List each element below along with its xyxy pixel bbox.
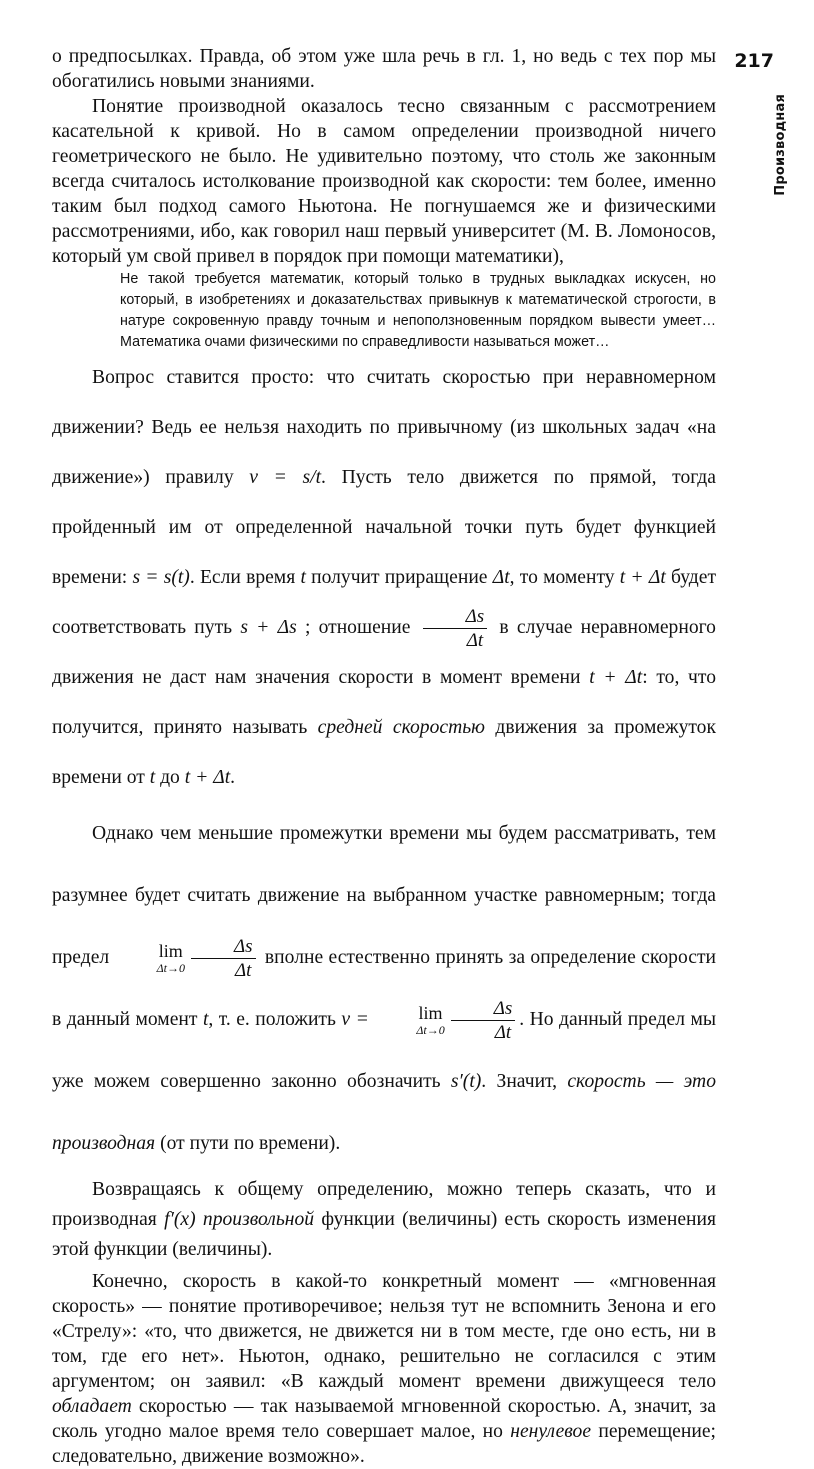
- formula-t-plus-delta-t: t + Δt: [184, 767, 231, 788]
- paragraph-5: Возвращаясь к общему определению, можно теперь сказать, что и производная f′(x) произвольной функции (величины) есть скорость изменения этой функции (величины).: [52, 1179, 717, 1260]
- term-possesses: обладает: [52, 1396, 132, 1417]
- term-arbitrary: произвольной: [202, 1209, 315, 1230]
- limit-expression: lim Δt→0 $\frac{\Delta s}{\Delta t}$: [374, 999, 519, 1043]
- term-nonzero: ненулевое: [510, 1421, 592, 1442]
- symbol-delta-t: Δt: [492, 567, 510, 588]
- running-head: Производная: [773, 94, 788, 196]
- paragraph-4: Однако чем меньшие промежутки времени мы будем рассматривать, тем разумнее будет считать движение на выбранном участке равномерным; тогда предел lim Δt→0 $\frac{\Delta s}{\Delta t}$ вполне естественно принять за определение скорости в данный момент t, т. е. положить v = lim Δt→0 $\frac{\Delta s}{\Delta t}$ . Но данный предел мы уже можем совершенно законно обозначить s′(t). Значит, скорость — это производная (от пути по времени).: [52, 823, 717, 1154]
- quotation-lomonosov: Не такой требуется математик, который только в трудных выкладках искусен, но который, в изобретениях и доказательствах привыкнув к математической строгости, в натуре сокровенную правду точным и непоползновенным порядком вывести умеет… Математика очами физическими по справедливости называться может…: [120, 271, 716, 350]
- symbol-t: t: [300, 567, 306, 588]
- symbol-t: t: [149, 767, 156, 788]
- formula-s-plus-delta-s: s + Δs: [240, 617, 297, 638]
- paragraph-3: Вопрос ставится просто: что считать скоростью при неравномерном движении? Ведь ее нельзя находить по привычному (из школьных задач «на движение») правилу v = s/t. Пусть тело движется по прямой, тогда пройденный им от определенной начальной точки путь будет функцией времени: s = s(t). Если время t получит приращение Δt, то моменту t + Δt будет соответствовать путь s + Δs ; отношение $\frac{\Delta s}{\Delta t}$ в случае неравномерного движения не даст нам значения скорости в момент времени t + Δt: то, что получится, принято называть средней скоростью движения за промежуток времени от t до t + Δt.: [52, 367, 717, 788]
- symbol-t: t: [202, 1009, 209, 1030]
- limit-expression: lim Δt→0 $\frac{\Delta s}{\Delta t}$: [115, 937, 260, 981]
- formula-s-of-t: s = s(t): [132, 567, 190, 588]
- formula-f-prime-of-x: f′(x): [164, 1209, 196, 1230]
- term-average-speed: средней скоростью: [317, 717, 485, 738]
- formula-t-plus-delta-t: t + Δt: [589, 667, 643, 688]
- term-speed-is-derivative: скорость — это производная: [52, 1071, 716, 1154]
- formula-v-eq-s-over-t: v = s/t: [249, 467, 322, 488]
- paragraph-6: Конечно, скорость в какой-то конкретный момент — «мгновенная скорость» — понятие противоречивое; нельзя тут не вспомнить Зенона и его «Стрелу»: «то, что движется, не движется ни в том месте, где оно есть, ни в том, где его нет». Ньютон, однако, решительно не согласился с этим аргументом; он заявил: «В каждый момент времени движущееся тело обладает скоростью — так называемой мгновенной скоростью. А, значит, за сколь угодно малое время тело совершает малое, но ненулевое перемещение; следовательно, движение возможно».: [52, 1271, 716, 1467]
- paragraph-1: о предпосылках. Правда, об этом уже шла речь в гл. 1, но ведь с тех пор мы обогатились новыми знаниями.: [52, 46, 716, 92]
- page-body: [52, 44, 716, 1469]
- formula-v-eq: v =: [341, 1009, 369, 1030]
- formula-t-plus-delta-t: t + Δt: [619, 567, 666, 588]
- fraction-delta-s-over-delta-t: $\frac{\Delta s}{\Delta t}$: [423, 607, 488, 651]
- page-number: 217: [734, 50, 774, 72]
- formula-s-prime-of-t: s′(t): [450, 1071, 482, 1092]
- paragraph-2: Понятие производной оказалось тесно связанным с рассмотрением касательной к кривой. Но в самом определении производной ничего геометрического не было. Не удивительно поэтому, что столь же законным всегда считалось истолкование производной как скорости: тем более, именно таким был подход самого Ньютона. Не погнушаемся же и физическими рассмотрениями, ибо, как говорил наш первый университет (М. В. Ломоносов, который ум свой привел в порядок при помощи математики),: [52, 96, 716, 267]
